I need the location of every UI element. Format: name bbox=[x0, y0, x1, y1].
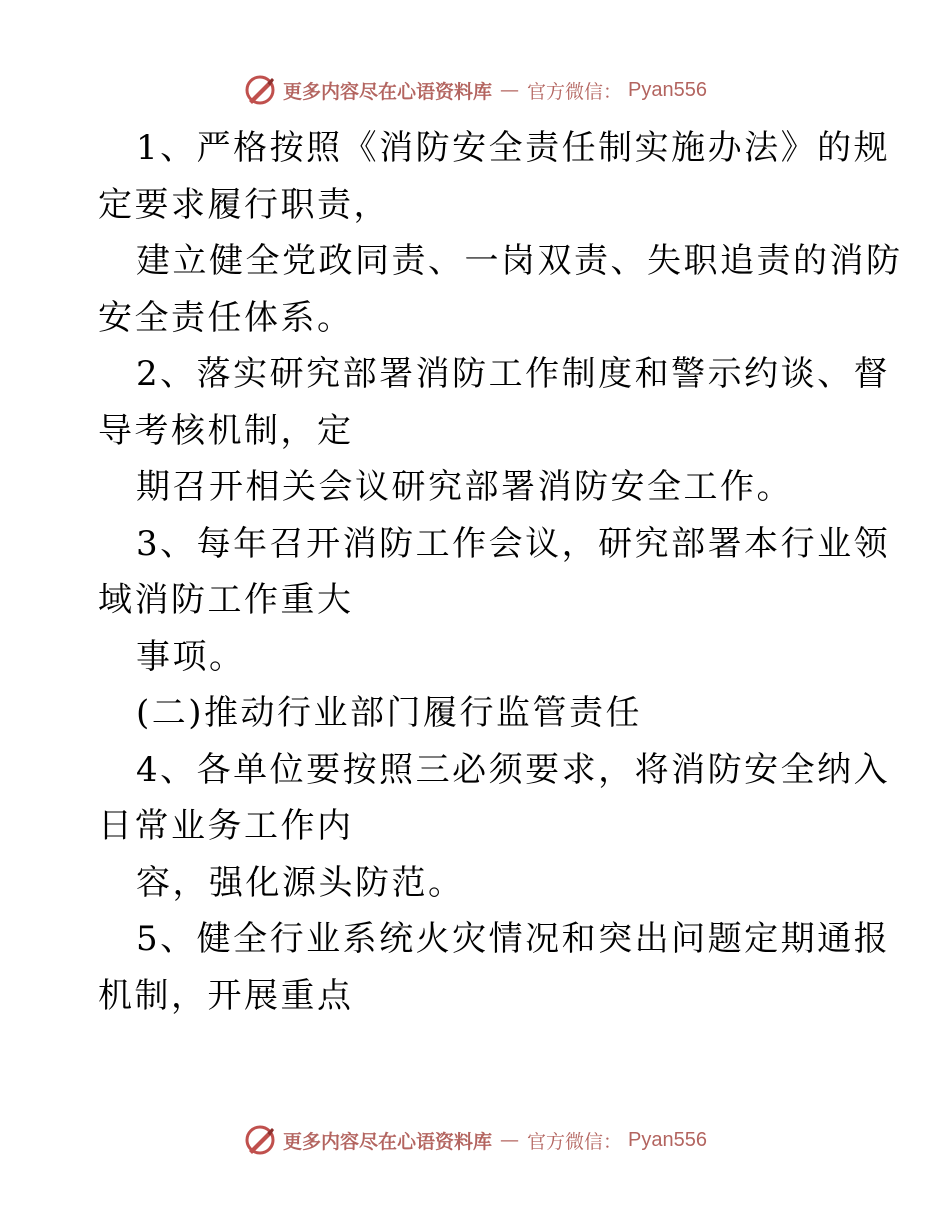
text-line: 2、落实研究部署消防工作制度和警示约谈、督 bbox=[136, 354, 891, 394]
text-line: 安全责任体系。 bbox=[98, 297, 354, 338]
banner-separator: — bbox=[500, 1129, 520, 1151]
text-line: 定要求履行职责， bbox=[98, 184, 390, 225]
text-line: 3、每年召开消防工作会议，研究部署本行业领 bbox=[136, 523, 891, 564]
pen-logo-icon bbox=[243, 1123, 277, 1157]
banner-wechat-label: 官方微信： bbox=[527, 80, 623, 103]
footer-banner bbox=[0, 1120, 950, 1160]
text-line: 容，强化源头防范。 bbox=[136, 862, 465, 903]
text-line: 机制，开展重点 bbox=[98, 975, 354, 1016]
banner-separator: — bbox=[500, 79, 520, 101]
text-line: 导考核机制，定 bbox=[98, 410, 354, 451]
text-line: 期召开相关会议研究部署消防安全工作。 bbox=[136, 467, 793, 507]
text-line: 1、严格按照《消防安全责任制实施办法》的规 bbox=[136, 128, 891, 168]
text-line: 建立健全党政同责、一岗双责、失职追责的消防 bbox=[136, 241, 903, 281]
body-text bbox=[98, 120, 903, 1024]
banner-wechat-label: 官方微信： bbox=[527, 1130, 623, 1153]
banner-wechat-id: Pyan556 bbox=[628, 1128, 707, 1151]
banner-wechat-id: Pyan556 bbox=[628, 78, 707, 101]
banner-text: 更多内容尽在心语资料库 bbox=[283, 1130, 493, 1153]
text-line: 事项。 bbox=[136, 636, 246, 677]
text-line: 域消防工作重大 bbox=[98, 580, 354, 620]
header-banner bbox=[0, 70, 950, 110]
banner-text: 更多内容尽在心语资料库 bbox=[283, 80, 493, 103]
text-line: 日常业务工作内 bbox=[98, 806, 354, 846]
text-line: 4、各单位要按照三必须要求，将消防安全纳入 bbox=[136, 749, 891, 790]
text-line: 5、健全行业系统火灾情况和突出问题定期通报 bbox=[136, 919, 891, 959]
text-line: (二)推动行业部门履行监管责任 bbox=[136, 693, 643, 733]
pen-logo-icon bbox=[243, 73, 277, 107]
